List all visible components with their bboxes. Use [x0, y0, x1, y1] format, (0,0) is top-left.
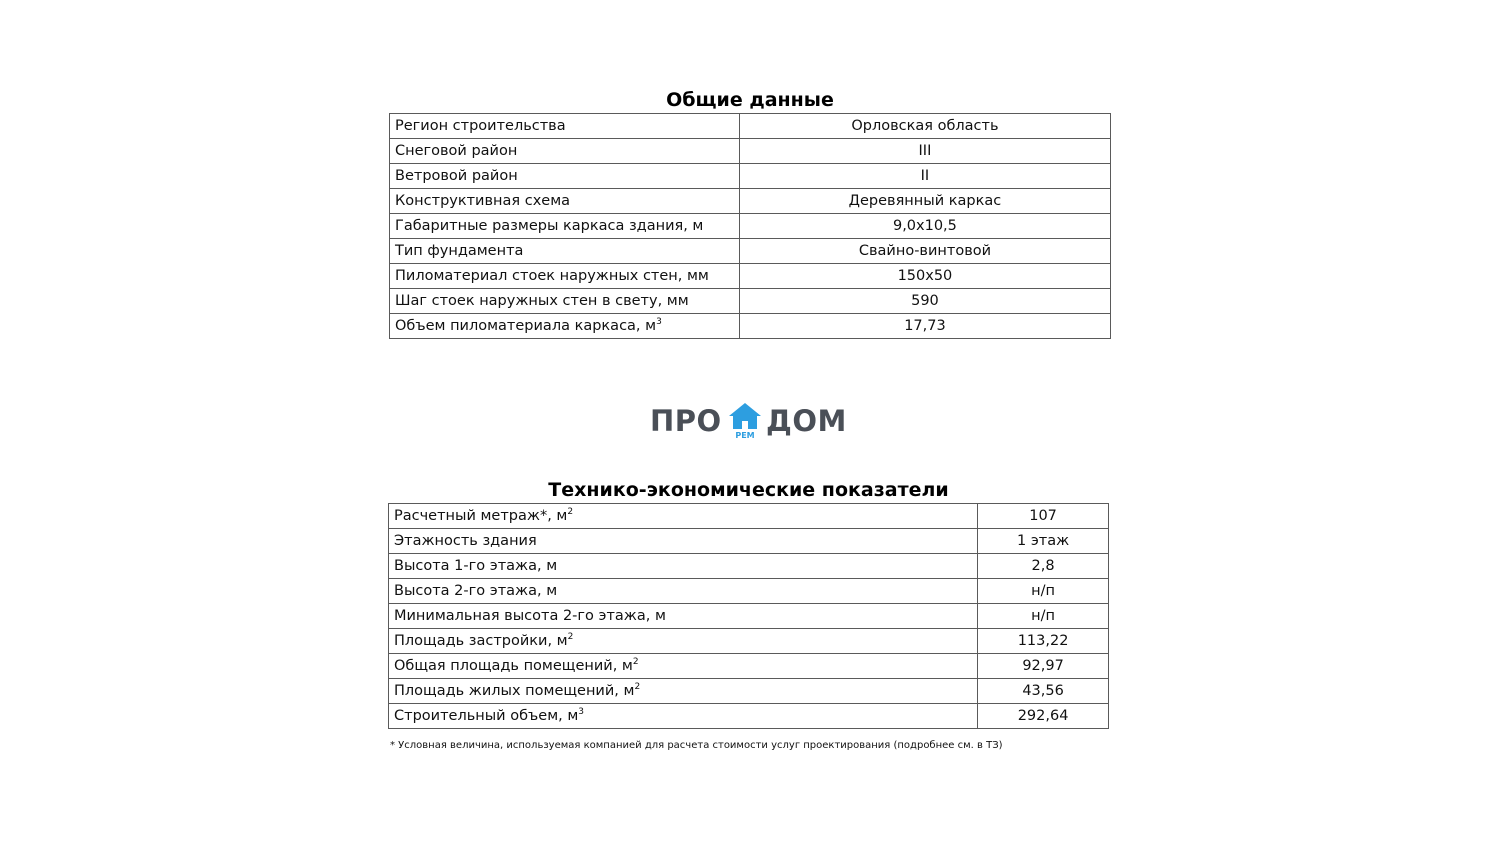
- table-row: [390, 114, 1111, 139]
- table-row: [390, 164, 1111, 189]
- row-label: Ветровой район: [390, 164, 740, 189]
- row-label: Высота 2-го этажа, м: [389, 579, 978, 604]
- pro-dom-logo: [648, 398, 852, 444]
- row-value: н/п: [978, 579, 1109, 604]
- table-row: [389, 529, 1109, 554]
- table-row: [389, 504, 1109, 529]
- unit-superscript: 3: [578, 707, 585, 718]
- row-label: Тип фундамента: [390, 239, 740, 264]
- row-label: Снеговой район: [390, 139, 740, 164]
- row-label: Регион строительства: [390, 114, 740, 139]
- row-label: Габаритные размеры каркаса здания, м: [390, 214, 740, 239]
- row-label: Площадь жилых помещений, $м^2$: [389, 679, 978, 704]
- general-data-table: [389, 113, 1111, 339]
- logo-subtext: РЕМ: [735, 431, 755, 440]
- row-value: 9,0х10,5: [739, 214, 1110, 239]
- table-row: [390, 314, 1111, 339]
- table-row: [390, 214, 1111, 239]
- unit-superscript: 2: [567, 507, 574, 518]
- house-icon: [728, 402, 762, 432]
- unit-superscript: 2: [632, 657, 639, 668]
- row-value: 107: [978, 504, 1109, 529]
- row-value: 1 этаж: [978, 529, 1109, 554]
- row-value: Деревянный каркас: [739, 189, 1110, 214]
- table-row: [390, 239, 1111, 264]
- logo-text-left: ПРО: [650, 404, 722, 438]
- row-value: 2,8: [978, 554, 1109, 579]
- row-value: Свайно-винтовой: [739, 239, 1110, 264]
- table-row: [389, 654, 1109, 679]
- row-label: Минимальная высота 2-го этажа, м: [389, 604, 978, 629]
- table-row: [389, 554, 1109, 579]
- row-label: Площадь застройки, $м^2$: [389, 629, 978, 654]
- row-value: II: [739, 164, 1110, 189]
- row-value: 590: [739, 289, 1110, 314]
- row-value: 113,22: [978, 629, 1109, 654]
- unit-superscript: 2: [567, 632, 574, 643]
- table-row: [389, 704, 1109, 729]
- row-value: 17,73: [739, 314, 1110, 339]
- unit-superscript: 2: [634, 682, 641, 693]
- row-label: Строительный объем, $м^3$: [389, 704, 978, 729]
- table-row: [389, 604, 1109, 629]
- row-label: Расчетный метраж*, $м^2$: [389, 504, 978, 529]
- row-label: Этажность здания: [389, 529, 978, 554]
- table-row: [389, 679, 1109, 704]
- tech-economic-title: Технико-экономические показатели: [548, 479, 949, 501]
- tech-economic-table: [388, 503, 1109, 729]
- unit-superscript: 3: [656, 317, 662, 328]
- row-value: Орловская область: [739, 114, 1110, 139]
- row-value: 150х50: [739, 264, 1110, 289]
- row-label: Конструктивная схема: [390, 189, 740, 214]
- footnote: * Условная величина, используемая компанией для расчета стоимости услуг проектирования (подробнее см. в ТЗ): [390, 740, 1003, 751]
- row-value: 292,64: [978, 704, 1109, 729]
- logo-text-right: ДОМ: [766, 404, 847, 438]
- table-row: [389, 579, 1109, 604]
- row-label: Шаг стоек наружных стен в свету, мм: [390, 289, 740, 314]
- table-row: [390, 289, 1111, 314]
- table-row: [390, 264, 1111, 289]
- row-label: Общая площадь помещений, $м^2$: [389, 654, 978, 679]
- row-value: 92,97: [978, 654, 1109, 679]
- row-label: Объем пиломатериала каркаса, $м^3$: [390, 314, 740, 339]
- row-value: III: [739, 139, 1110, 164]
- general-data-title: Общие данные: [666, 89, 834, 111]
- row-value: н/п: [978, 604, 1109, 629]
- table-row: [389, 629, 1109, 654]
- row-label: Высота 1-го этажа, м: [389, 554, 978, 579]
- table-row: [390, 139, 1111, 164]
- row-value: 43,56: [978, 679, 1109, 704]
- table-row: [390, 189, 1111, 214]
- row-label: Пиломатериал стоек наружных стен, мм: [390, 264, 740, 289]
